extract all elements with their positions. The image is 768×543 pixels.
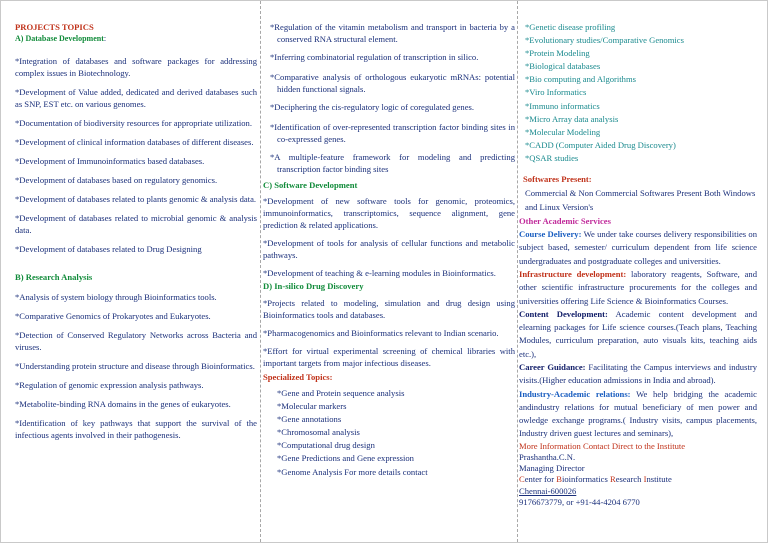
infrastructure-text xyxy=(519,268,757,308)
list-item: *Genome Analysis For more details contact xyxy=(277,466,428,477)
institute-name xyxy=(519,474,757,485)
org-part: enter for xyxy=(524,474,557,485)
career-guidance-label: Career Guidance: xyxy=(519,362,586,372)
list-item: *Protein Modeling xyxy=(525,48,590,59)
list-item: *Development of databases related to Drug Designing xyxy=(15,244,202,254)
list-item: *Regulation of genomic expression analysis pathways. xyxy=(15,380,204,390)
career-guidance-body: Facilitating the Campus interviews and industry visits.(Higher education admissions in India and abroad). xyxy=(519,362,757,386)
list-item: *Development of Immunoinformatics based databases. xyxy=(15,156,205,166)
infrastructure-body: laboratory reagents, Software, and other scientific infrastructure procurements for the colleges and universities offering Life Science & Bioinformatics Courses. xyxy=(519,268,757,306)
list-item: *Development of databases related to plants genomic & analysis data. xyxy=(15,194,257,204)
database-dev-heading xyxy=(15,33,257,44)
list-item: *Bio computing and Algorithms xyxy=(525,74,637,85)
list-item: *Development of teaching & e-learning modules in Bioinformatics. xyxy=(263,268,496,278)
course-delivery-text xyxy=(519,228,757,268)
content-dev-text xyxy=(519,308,757,361)
org-part: nstitute xyxy=(646,474,672,485)
column-right xyxy=(519,1,757,542)
list-item: *Development of Value added, dedicated and derived databases such as SNP, EST etc. on various genomes. xyxy=(15,87,257,109)
list-item: *Development of databases related to microbial genomic & analysis data. xyxy=(15,213,257,235)
projects-title: PROJECTS TOPICS xyxy=(15,22,94,32)
list-item: *Understanding protein structure and disease through Bioinformatics. xyxy=(15,361,255,371)
softwares-present-text: Commercial & Non Commercial Softwares Present Both Windows and Linux Version's xyxy=(525,188,756,212)
list-item: *Comparative analysis of orthologous eukaryotic mRNAs: potential hidden functional signals. xyxy=(270,72,515,94)
list-item: *Development of tools for analysis of cellular functions and metabolic pathways. xyxy=(263,238,515,260)
course-delivery-body: We under take courses delivery responsibilities on subject based, semester/ curriculum dependent from life science undergraduates and postgraduate colleges and universities. xyxy=(519,229,757,266)
research-analysis-continued-list xyxy=(263,21,515,175)
software-dev-title: C) Software Development xyxy=(263,180,358,190)
list-item: *Molecular markers xyxy=(277,401,347,412)
list-item: *Computational drug design xyxy=(277,440,375,451)
list-item: *Biological databases xyxy=(525,61,601,72)
list-item: *Analysis of system biology through Bioinformatics tools. xyxy=(15,292,217,302)
contact-block xyxy=(519,441,757,508)
list-item: *QSAR studies xyxy=(525,152,579,163)
institute-city: Chennai-600026 xyxy=(519,485,577,496)
software-dev-list xyxy=(263,195,515,279)
contact-role: Managing Director xyxy=(519,463,585,474)
list-item: *Detection of Conserved Regulatory Networks across Bacteria and viruses. xyxy=(15,330,257,352)
list-item: *Viro Informatics xyxy=(525,87,587,98)
database-dev-title: A) Database Development xyxy=(15,34,104,43)
list-item: *Genetic disease profiling xyxy=(525,22,616,32)
specialized-topics-continued-list xyxy=(519,21,757,165)
specialized-topics-list xyxy=(263,387,515,479)
column-left xyxy=(15,1,257,542)
list-item: *Development of new software tools for genomic, proteomics, immunoinformatics, transcriptomics, sequence alignment, gene prediction & related applications. xyxy=(263,196,515,230)
database-dev-list xyxy=(15,55,257,255)
column-divider xyxy=(517,1,518,542)
contact-name: Prashantha.C.N. xyxy=(519,451,576,462)
list-item: *Identification of over-represented transcription factor binding sites in co-expressed genes. xyxy=(270,122,515,144)
list-item: *Regulation of the vitamin metabolism and transport in bacteria by a conserved RNA structural element. xyxy=(270,22,515,44)
list-item: *Development of databases based on regulatory genomics. xyxy=(15,175,218,185)
list-item: *Chromosomal analysis xyxy=(277,427,360,438)
initial-c: C xyxy=(519,474,525,485)
drug-discovery-title: D) In-silico Drug Discovery xyxy=(263,281,364,291)
industry-relations-body: We help bridging the academic andindustry relations for mutual beneficiary of men power and owledge exchange programs.( Industry visits, campus placements, Industry driven guest lectures and seminars), xyxy=(519,388,757,439)
initial-b: B xyxy=(556,474,562,485)
list-item: *Immuno informatics xyxy=(525,100,600,111)
industry-relations-label: Industry-Academic relations: xyxy=(519,388,631,399)
list-item: *Evolutionary studies/Comparative Genomics xyxy=(525,35,684,46)
list-item: *Documentation of biodiversity resources for appropriate utilization. xyxy=(15,118,252,128)
drug-discovery-list xyxy=(263,297,515,369)
content-dev-body: Academic content development and elearning packages for Life science courses.(Teach plans, Teaching Modules, curriculum preparation, auto visuals kits, teaching aids etc.), xyxy=(519,308,757,359)
list-item: *CADD (Computer Aided Drug Discovery) xyxy=(525,139,676,150)
list-item: *Gene Predictions and Gene expression xyxy=(277,453,414,464)
list-item: *Inferring combinatorial regulation of transcription in silico. xyxy=(270,52,479,62)
course-delivery-label: Course Delivery: xyxy=(519,229,582,240)
list-item: *Comparative Genomics of Prokaryotes and Eukaryotes. xyxy=(15,311,211,321)
contact-phone: 9176673779, or +91-44-4204 6770 xyxy=(519,496,640,507)
list-item: *A multiple-feature framework for modeling and predicting transcription factor binding sites xyxy=(270,152,515,174)
research-analysis-title: B) Research Analysis xyxy=(15,272,93,282)
list-item: *Molecular Modeling xyxy=(525,126,601,137)
content-dev-label: Content Development: xyxy=(519,308,608,319)
database-dev-colon: : xyxy=(103,34,107,43)
career-guidance-text xyxy=(519,361,757,388)
list-item: *Gene and Protein sequence analysis xyxy=(277,388,405,398)
list-item: *Development of clinical information databases of different diseases. xyxy=(15,137,254,147)
org-part: esearch xyxy=(615,474,644,485)
list-item: *Deciphering the cis-regulatory logic of coregulated genes. xyxy=(270,102,475,112)
list-item: *Effort for virtual experimental screening of chemical libraries with important targets from major infectious diseases. xyxy=(263,346,515,368)
list-item: *Gene annotations xyxy=(277,414,342,425)
contact-line: More Information Contact Direct to the Institute xyxy=(519,440,686,451)
column-divider xyxy=(260,1,261,542)
initial-r: R xyxy=(609,474,616,485)
list-item: *Integration of databases and software packages for addressing complex issues in Biotechnology. xyxy=(15,56,257,78)
list-item: *Micro Array data analysis xyxy=(525,113,619,124)
list-item: *Metabolite-binding RNA domains in the genes of eukaryotes. xyxy=(15,399,231,409)
initial-i: I xyxy=(643,474,647,485)
column-middle xyxy=(263,1,515,542)
list-item: *Projects related to modeling, simulation and drug design using Bioinformatics tools and databases. xyxy=(263,298,515,320)
infrastructure-label: Infrastructure development: xyxy=(519,268,627,279)
other-services-title: Other Academic Services xyxy=(519,216,611,227)
research-analysis-list xyxy=(15,291,257,441)
softwares-present-title: Softwares Present: xyxy=(523,174,592,185)
specialized-topics-title: Specialized Topics: xyxy=(263,372,333,382)
industry-relations-text xyxy=(519,388,757,441)
list-item: *Pharmacogenomics and Bioinformatics relevant to Indian scenario. xyxy=(263,328,499,338)
list-item: *Identification of key pathways that support the survival of the infectious agents involved in their pathogenesis. xyxy=(15,418,257,440)
org-part: ioinformatics xyxy=(561,474,610,485)
